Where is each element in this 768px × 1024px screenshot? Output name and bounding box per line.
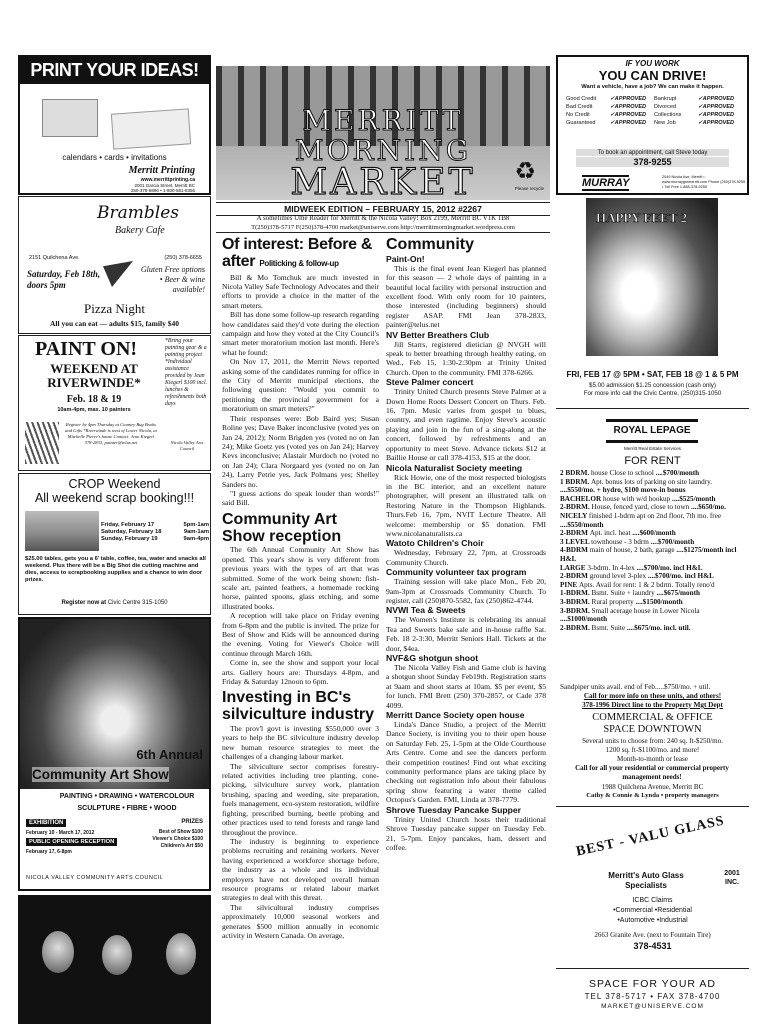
crop-schedule-row bbox=[101, 536, 209, 543]
rent-price: ....$550/mo. + hydro, $100 move-in bonus bbox=[560, 486, 686, 495]
print-your-ideas-title: PRINT YOUR IDEAS! bbox=[20, 57, 209, 84]
rent-desc: house with w/d hookup bbox=[602, 494, 671, 503]
rent-desc: Small acerage house in Lower Nicola bbox=[591, 606, 700, 615]
credit-type: Good Credit bbox=[566, 96, 597, 102]
commercial-line-2: 1200 sq. ft-$1100/mo. and more! bbox=[605, 746, 700, 754]
interest-title: Of interest: Before & after bbox=[222, 237, 373, 270]
rent-type: 2-BDRM bbox=[560, 529, 590, 538]
royal-address: 1988 Quilchena Avenue, Merritt BC bbox=[601, 783, 704, 791]
interest-p5: "I guess actions do speak louder than words!" said Bill. bbox=[222, 488, 379, 508]
basket-image bbox=[20, 619, 210, 789]
merritt-printing-phone: 250-378-6896 • 1-800-581-8356 bbox=[130, 188, 195, 193]
pizza-icon bbox=[103, 261, 133, 287]
art-show-ad bbox=[18, 617, 211, 891]
reception-p3: Come in, see the show and support your local arts. Gallery hours are: Thursdays 4-8pm, and Friday & Saturday 12noon to 6pm. bbox=[222, 658, 379, 687]
rent-listing bbox=[560, 529, 746, 538]
movie-info: For more info call the Civic Centre, (250)315-1050 bbox=[583, 390, 722, 397]
royal-lepage-ad bbox=[556, 408, 749, 762]
glass-title: BEST - VALU GLASS bbox=[574, 813, 726, 860]
rent-list bbox=[560, 469, 746, 632]
rent-type: 2 BDRM. bbox=[560, 469, 591, 477]
community-p4: Rick Howie, one of the most respected biologists in the BC interior, and an excellent nature photographer, will present an illustrated talk on Restoring Nature in the Thompson Highlands. Thurs.Feb 16, 7pm, NVIT Lecture Theatre. All welcome: membership or $5 donation. FMI www.nicolanaturalists.ca bbox=[386, 472, 546, 538]
community-p6: Training session will take place Mon., Feb 20, 9am-3pm at Crossroads Community Church. To register, call (250)870-5582, fax (250)862-4744. bbox=[386, 577, 546, 605]
murray-info: 2049 Nicola Ave, Merritt • www.murraygmmerritt.com Phone (250)378-9255 • Toll Free 1-888-378-9255 bbox=[662, 175, 746, 189]
approval-grid bbox=[566, 95, 742, 127]
space-contact: TEL 378-5717 • FAX 378-4700 bbox=[584, 992, 721, 1001]
rent-desc: 3-bdrm. In 4-lex bbox=[587, 563, 635, 572]
community-p2: Jill Starrs, registered dietician @ NVGH will speak to better breathing through healthy eating, on Wed., Feb 15, 1:30-2:30pm at Trinity United Church. Open to the community. FMI 378-6266. bbox=[386, 339, 546, 377]
brambles-date: Saturday, Feb 18th, doors 5pm bbox=[27, 269, 101, 290]
dancer-face-2 bbox=[102, 935, 132, 975]
news-column-2 bbox=[386, 237, 546, 1024]
reception-label: PUBLIC OPENING RECEPTION bbox=[26, 838, 117, 846]
masthead-title-3: MARKET bbox=[290, 162, 476, 200]
approval-row bbox=[566, 119, 742, 127]
drive-sub: Want a vehicle, have a job? We can make it happen. bbox=[581, 84, 724, 90]
credit-type: Guaranteed bbox=[566, 120, 596, 126]
naturalist-heading: Nicola Naturalist Society meeting bbox=[386, 462, 523, 473]
rent-listing bbox=[560, 546, 746, 563]
commercial-line-4: Call for all your residential or commercial property management needs! bbox=[575, 764, 729, 781]
royal-contacts: Cathy & Connie & Lynda • property managers bbox=[586, 792, 719, 799]
sample-cards-image bbox=[42, 99, 98, 137]
royal-lepage-logo bbox=[606, 419, 698, 443]
paint-on-time: 10am-4pm, max. 10 painters bbox=[57, 407, 131, 413]
space-email: MARKET@UNISERVE.COM bbox=[601, 1003, 704, 1010]
crop-register-label: Register now at bbox=[61, 600, 107, 606]
approval-row bbox=[566, 95, 742, 103]
rent-listing bbox=[560, 495, 746, 504]
commercial-title: COMMERCIAL & OFFICE SPACE DOWNTOWN bbox=[592, 712, 713, 735]
merritt-printing-url: www.merrittprinting.ca bbox=[140, 177, 195, 183]
paint-on-dates: Feb. 18 & 19 bbox=[66, 394, 122, 405]
rent-type: 3 LEVEL bbox=[560, 537, 592, 546]
rent-price: ....$550/month bbox=[560, 520, 604, 529]
interest-tag: Politicking & follow-up bbox=[259, 258, 339, 268]
art-council-banner: NICOLA VALLEY COMMUNITY ARTS COUNCIL bbox=[26, 875, 164, 881]
reception-p1: The 6th Annual Community Art Show has opened. This year's show is very different from previous years with the types of art that was submitted. Some of the work being shown: fish-scale art, painted feathers, a homemade rocking horse, painted spoons, glass etching, and some illustrated books. bbox=[222, 545, 379, 611]
crop-day: Sunday, February 19 bbox=[101, 536, 158, 543]
rent-type: LARGE bbox=[560, 563, 588, 572]
rent-desc: Bsmt. Suite bbox=[591, 623, 626, 632]
crop-schedule bbox=[101, 522, 209, 544]
crop-time: 5pm-1am bbox=[183, 522, 209, 528]
drive-phone: 378-9255 bbox=[576, 157, 729, 167]
rent-type: 3-BDRM. bbox=[560, 606, 592, 615]
movie-title: HAPPY FEET 2 bbox=[596, 210, 688, 225]
crop-register-where: Civic Centre 315-1050 bbox=[107, 600, 168, 606]
rent-price: ....$675/month bbox=[654, 589, 701, 598]
space-for-ad bbox=[556, 968, 749, 1024]
rent-type: BACHELOR bbox=[560, 494, 603, 503]
rent-listing bbox=[560, 512, 746, 529]
article-heading-interest bbox=[222, 237, 379, 271]
masthead-info-1: A sometimes Ume Reader for Merritt & the Nicola Valley! Box 2199, Merritt BC V1K 1B8 bbox=[256, 215, 510, 222]
crop-register bbox=[19, 600, 210, 606]
steve-palmer-heading: Steve Palmer concert bbox=[386, 377, 474, 388]
best-valu-glass-ad bbox=[556, 806, 749, 964]
rent-type: 1-BDRM. bbox=[560, 589, 592, 598]
paintbrush-icon bbox=[25, 422, 59, 464]
royal-lepage-brand: ROYAL LEPAGE bbox=[613, 425, 691, 436]
rent-listing bbox=[560, 564, 746, 573]
reception-p2: A reception will take place on Friday evening from 6-8pm and the public is invited. The prize for Best of Show and Kids will be announced during the evening. Voting for Viewer's Choice will continue through March 16th. bbox=[222, 611, 379, 658]
credit-type: Collections bbox=[654, 112, 682, 118]
approval-row bbox=[566, 111, 742, 119]
rent-price: ....$700/mo. incl H&L bbox=[646, 572, 714, 581]
rent-desc: townhouse - 3 bdrm bbox=[591, 537, 649, 546]
interest-p1: Bill & Mo Tomchuk are much invested in Nicola Valley Safe Technology Advocates and their efforts to provide a choice in the matter of the smart meters. bbox=[222, 272, 379, 310]
brambles-address: 2151 Quilchena Ave. bbox=[29, 255, 80, 261]
silviculture-p2: The silviculture sector comprises forestry-related activities including tree planting, cone-picking, silviculture survey work, plantation brushing, spacing and weeding, site preparation, fuels management, eco-system restoration, wildfire fighting, prescribed burning, beetle probing and other practices used to tend forests and range land throughout the province. bbox=[222, 761, 379, 837]
print-your-ideas-ad bbox=[18, 55, 211, 195]
crop-photo bbox=[25, 511, 99, 551]
silviculture-heading: Investing in BC's silviculture industry bbox=[222, 689, 375, 724]
prizes-label: PRIZES bbox=[181, 819, 203, 825]
tax-program-heading: Community volunteer tax program bbox=[386, 567, 527, 578]
rent-listing bbox=[560, 607, 746, 624]
rent-listing bbox=[560, 598, 746, 607]
rent-listing bbox=[560, 469, 746, 478]
community-heading: Community bbox=[386, 237, 474, 253]
crop-schedule-row bbox=[101, 529, 209, 536]
watoto-heading: Watoto Children's Choir bbox=[386, 538, 484, 549]
paint-on-notes: *Bring your painting gear & a painting project *Individual assistance provided by Jean Kiegerl $100 incl. lunches & refreshments both days bbox=[165, 338, 208, 407]
rent-desc: Bsmt. Suite + laundry bbox=[591, 589, 655, 598]
paint-on-subtitle: WEEKEND AT RIVERWINDE* bbox=[47, 361, 141, 390]
rent-price: ....$700/month bbox=[653, 469, 700, 477]
rent-type: 1 BDRM. bbox=[560, 477, 591, 486]
credit-type: New Job bbox=[654, 120, 676, 126]
sample-cards-image-2 bbox=[111, 108, 191, 149]
drive-title: YOU CAN DRIVE! bbox=[598, 68, 707, 83]
rent-listing bbox=[560, 572, 746, 581]
dancers-photo bbox=[18, 895, 211, 1024]
rent-desc: Apts. Avail for rent: 1 & 2 bdrm. Totally reno'd bbox=[578, 580, 715, 589]
rent-price: ....$600/month bbox=[630, 529, 676, 538]
approved-label: ✓APPROVED bbox=[610, 120, 647, 126]
dancer-face-3 bbox=[166, 933, 196, 975]
rent-listing bbox=[560, 503, 746, 512]
arts-council-logo: Nicola Valley Arts Council bbox=[170, 440, 204, 451]
approved-label: ✓APPROVED bbox=[610, 104, 647, 110]
brambles-sub: Bakery Cafe bbox=[115, 225, 165, 236]
rent-desc: House, fenced yard, close to town bbox=[591, 503, 690, 512]
drive-book: To book an appointment, call Steve today bbox=[576, 149, 729, 156]
rent-desc: finished 1-bdrm apt on 2nd floor, 7th mo. free bbox=[588, 511, 722, 520]
brambles-options: Gluten Free options • Beer & wine available! bbox=[140, 265, 205, 294]
dancer-face-1 bbox=[42, 931, 74, 973]
rent-type: 2-BDRM. bbox=[560, 503, 592, 512]
masthead-title-1: MERRITT bbox=[302, 104, 464, 137]
prizes-text: Best of Show $100 Viewer's Choice $100 Children's Art $50 bbox=[152, 829, 203, 849]
rent-price: ....$700/mo. incl H&L bbox=[634, 563, 703, 572]
crop-time: 9am-4pm bbox=[183, 536, 209, 543]
art-show-title-2: Community Art Show bbox=[32, 767, 169, 782]
community-p1: This is the final event Jean Kiegerl has planned for this season — 2 whole days of painting in a beautiful local facility with personal instruction and excellent food. With only room for 10 painters, those interested (including beginners) should register ASAP. FMI Jean 378-2833, painter@telus.net bbox=[386, 263, 546, 330]
happy-feet-ad bbox=[556, 196, 749, 406]
masthead bbox=[216, 36, 550, 200]
crop-day: Friday, February 17 bbox=[101, 522, 155, 528]
royal-lepage-sub: Merritt Real Estate Services bbox=[624, 446, 681, 451]
rent-price: ....$1500/month bbox=[633, 597, 683, 606]
rent-desc: house Close to school bbox=[590, 469, 654, 477]
news-column-1 bbox=[222, 237, 379, 1024]
interest-p4: Their responses were: Bob Baird yes; Susan Roline yes; Dave Baker inconclusive (voted yes on Jan 24, 2012); Norm Brigden yes (voted no on Jan 24); Mike Goetz yes (voted yes on Jan 24); Harvey Kevs inconclusive; Alastair Murdoch no (voted no on Jan 24); Clara Norgaard yes (voted no on Jan 24), Larry Petrie yes, Jack Polmans yes; Shelley Sanders no. bbox=[222, 413, 379, 489]
masthead-info-2: T(250)378-5717 F(250)378-4700 market@uniserve.com http://merrittmorningmarket.wordpress.com bbox=[216, 224, 550, 233]
community-p3: Trinity United Church presents Steve Palmer at a Down Home Roots Dessert Concert on Thurs. Feb. 16, 7pm. Music varies from gospel to blues, country, and even ragtime. Enjoy Steve's acoustic playing and join in the fun of a sing-along at the concert, followed by refreshments and an opportunity to meet Steve. Advance tickets $12 at Baillie House or call 378-4153, $15 at the door. bbox=[386, 387, 546, 463]
community-p5: Wednesday, February 22, 7pm, at Crossroads Community Church. bbox=[386, 548, 546, 567]
crop-schedule-row bbox=[101, 522, 209, 529]
community-p8: The Nicola Valley Fish and Game club is having a shotgun shoot Sunday Feb19th. Registration starts at 9aam and shoot starts at 10am. $5 per event, $5 for lunch. FMI Brett (250) 370-2857, or Cade 378 4099. bbox=[386, 663, 546, 710]
approved-label: ✓APPROVED bbox=[610, 96, 647, 102]
better-breathers-heading: NV Better Breathers Club bbox=[386, 329, 490, 340]
sandpiper-line: Sandpiper units avail. end of Feb.....$750/mo. + util. bbox=[560, 683, 711, 691]
commercial-line-1: Several units to choose from: 240 sq. ft-$250/mo. bbox=[582, 737, 723, 745]
glass-types-2: •Automotive •Industrial bbox=[617, 917, 688, 924]
pancake-heading: Shrove Tuesday Pancake Supper bbox=[386, 804, 522, 815]
approval-row bbox=[566, 103, 742, 111]
glass-phone: 378-4531 bbox=[633, 941, 672, 951]
paint-on-subhead: Paint-On! bbox=[386, 253, 425, 264]
art-show-media: PAINTING • DRAWING • WATERCOLOUR SCULPTURE • FIBRE • WOOD bbox=[59, 793, 195, 812]
print-items-text: calendars • cards • invitations bbox=[62, 153, 167, 162]
movie-price: $5.00 admission $1.25 concession (cash only) bbox=[589, 382, 716, 389]
community-p9: Linda's Dance Studio, a project of the Merritt Dance Society, is inviting you to their open house on Saturday Feb. 25, 1-5pm at the Olde Courthouse Arts Centre. Come and see the dancers perform their competition routines! Find out what exciting community performance plans are taking place by checking out registration info about their fabulous spring show featuring a water theme called Octopus's Garden. FMI, Linda at 378-7779. bbox=[386, 720, 546, 805]
interest-p2: Bill has done some follow-up research regarding how candidates said they'd vote during the election campaign and how they voted at the City Council's smart meter moratorium motion last month. Here's what he found: bbox=[222, 310, 379, 357]
edition-line: MIDWEEK EDITION – FEBRUARY 15, 2012 #2267 bbox=[216, 202, 550, 216]
credit-type: No Credit bbox=[566, 112, 590, 118]
crop-title: CROP Weekend bbox=[68, 477, 161, 491]
rent-desc: Rural property bbox=[591, 597, 634, 606]
rent-type: PINE bbox=[560, 580, 579, 589]
paint-on-register: Register by 4pm Thursday at Country Bug Books and Gifts *Riverwinde is west of Lower Nicola, at Mitchelle Pierre's house Contact: Jean Kiegerl 378-2833, painter@telus.net bbox=[65, 422, 157, 445]
crop-details: $25.00 tables, gets you a 6' table, coffee, tea, water and snacks all weekend. Plus there will be a Big Shot die cutting machine and dies, access to scrapbooking supplies and a chance to win door prizes. bbox=[25, 556, 206, 583]
brambles-phone: (250) 378-6655 bbox=[164, 255, 202, 261]
credit-type: Bad Credit bbox=[566, 104, 593, 110]
approved-label: ✓APPROVED bbox=[698, 112, 735, 118]
rent-type: 4-BDRM bbox=[560, 546, 590, 555]
rent-desc: main of house, 2 bath, garage bbox=[589, 546, 675, 555]
rent-type: NICELY bbox=[560, 511, 589, 520]
silviculture-p1: The prov'l govt is investing $550,000 over 3 years to help the BC silviculture industry develop new human resource strategies to meet the challenges of a changing labour market. bbox=[222, 724, 379, 762]
rent-type: 2-BDRM. bbox=[560, 623, 592, 632]
shotgun-heading: NVF&G shotgun shoot bbox=[386, 653, 479, 664]
glass-icbc: ICBC Claims bbox=[632, 897, 673, 904]
recycle-text: Please recycle bbox=[514, 186, 544, 191]
glass-since: 2001 INC. bbox=[724, 870, 740, 886]
approved-label: ✓APPROVED bbox=[698, 120, 735, 126]
rent-price: ....$700/month bbox=[648, 537, 695, 546]
silviculture-p3: The industry is beginning to experience problems recruiting and retaining workers. Never having experienced a workforce shortage before, the industry as a whole and its individual employers have not developed overall human resource programs or related labour market strategies to deal with this threat. bbox=[222, 836, 379, 903]
credit-type: Divorced bbox=[654, 104, 677, 110]
merritt-printing-brand: Merritt Printing bbox=[128, 165, 195, 176]
approved-label: ✓APPROVED bbox=[610, 112, 647, 118]
exhibition-dates: February 10 - March 17, 2012 bbox=[26, 830, 95, 836]
approved-label: ✓APPROVED bbox=[698, 96, 735, 102]
art-show-title: 6th Annual bbox=[136, 747, 203, 762]
brambles-bakery-ad bbox=[18, 196, 211, 334]
rent-listing bbox=[560, 478, 746, 495]
for-rent-heading: FOR RENT bbox=[624, 455, 681, 467]
approved-label: ✓APPROVED bbox=[698, 104, 735, 110]
dance-heading: Merritt Dance Society open house bbox=[386, 710, 525, 721]
commercial-line-3: Month-to-month or lease bbox=[617, 755, 688, 762]
crop-day: Saturday, February 18 bbox=[101, 529, 162, 536]
call-for-more: Call for more info on these units, and others! bbox=[583, 692, 722, 700]
drive-top: IF YOU WORK bbox=[625, 59, 680, 68]
art-show-reception-heading: Community Art Show reception bbox=[222, 510, 342, 545]
glass-specialists: Merritt's Auto Glass Specialists bbox=[608, 871, 684, 890]
you-can-drive-ad bbox=[556, 55, 749, 195]
crop-time: 9am-1am bbox=[183, 529, 209, 536]
brambles-logo: Brambles bbox=[97, 203, 179, 223]
movie-shows: FRI, FEB 17 @ 5PM • SAT, FEB 18 @ 1 & 5 PM bbox=[566, 370, 739, 379]
space-title: SPACE FOR YOUR AD bbox=[589, 978, 716, 990]
rent-listing bbox=[560, 581, 746, 590]
rent-listing bbox=[560, 624, 746, 633]
murray-logo: MURRAY bbox=[582, 177, 630, 189]
brambles-event: Pizza Night bbox=[83, 301, 145, 316]
rent-type: 3-BDRM. bbox=[560, 597, 592, 606]
rent-desc: Apt. incl. heat bbox=[589, 529, 631, 538]
rent-price: ....$525/month bbox=[670, 494, 716, 503]
glass-address: 2663 Granite Ave. (next to Fountain Tire) bbox=[594, 931, 711, 939]
crop-weekend-ad bbox=[18, 473, 211, 615]
rent-listing bbox=[560, 589, 746, 598]
brambles-price: All you can eat — adults $15, family $40 bbox=[50, 319, 179, 328]
credit-type: Bankrupt bbox=[654, 96, 677, 102]
silviculture-p4: The silvicultural industry comprises approximately 10,000 seasonal workers and generates $500 million annually in economic activity in Western Canada. On average, bbox=[222, 902, 379, 940]
rent-price: ....$1275/month incl H&L bbox=[560, 546, 737, 563]
merritt-printing-address: 2001 Garcia Street, Merritt BC bbox=[134, 183, 195, 188]
exhibition-label: EXHIBITION bbox=[26, 819, 66, 827]
paint-on-ad bbox=[18, 335, 211, 471]
crop-subtitle: All weekend scrap booking!!! bbox=[34, 491, 195, 505]
masthead-title-2: MORNING bbox=[294, 134, 472, 167]
community-p10: Trinity United Church hosts their traditional Shrove Tuesday pancake supper on Tuesday Feb. 21, 5-7pm. Enjoy pancakes, ham, dessert and coffee. bbox=[386, 814, 546, 852]
recycle-icon: ♻ bbox=[514, 159, 536, 185]
nvwi-heading: NVWI Tea & Sweets bbox=[386, 605, 466, 616]
rent-listing bbox=[560, 538, 746, 547]
rent-desc: ground level 3-plex bbox=[589, 572, 647, 581]
rent-desc: Apt. bonus lots of parking on site laundry. bbox=[590, 477, 713, 486]
reception-date: February 17, 6-8pm bbox=[26, 849, 72, 855]
rent-price: ....$675/mo. incl. util. bbox=[625, 623, 691, 632]
rent-type: 2-BDRM bbox=[560, 572, 590, 581]
direct-line: 378-1996 Direct line to the Property Mgt Dept bbox=[582, 701, 723, 709]
community-p7: The Women's Institute is celebrating its annual Tea and Sweets bake sale and in-house raffle Sat. Feb. 18 2-3:30, Merritt Seniors Hall. Tickets at the door, $4ea. bbox=[386, 615, 546, 653]
interest-p3: On Nov 17, 2011, the Merritt News reported asking some of the candidates running for office in the City of Merritt municipal elections, the following question: "Would you commit to petitioning the provincial government for a moratorium on smart meters?" bbox=[222, 357, 379, 414]
rent-price: ....$1000/month bbox=[560, 615, 608, 624]
paint-on-title: PAINT ON! bbox=[35, 338, 138, 360]
glass-types-1: •Commercial •Residential bbox=[613, 907, 692, 914]
rent-price: ....$650/mo. bbox=[689, 503, 726, 512]
